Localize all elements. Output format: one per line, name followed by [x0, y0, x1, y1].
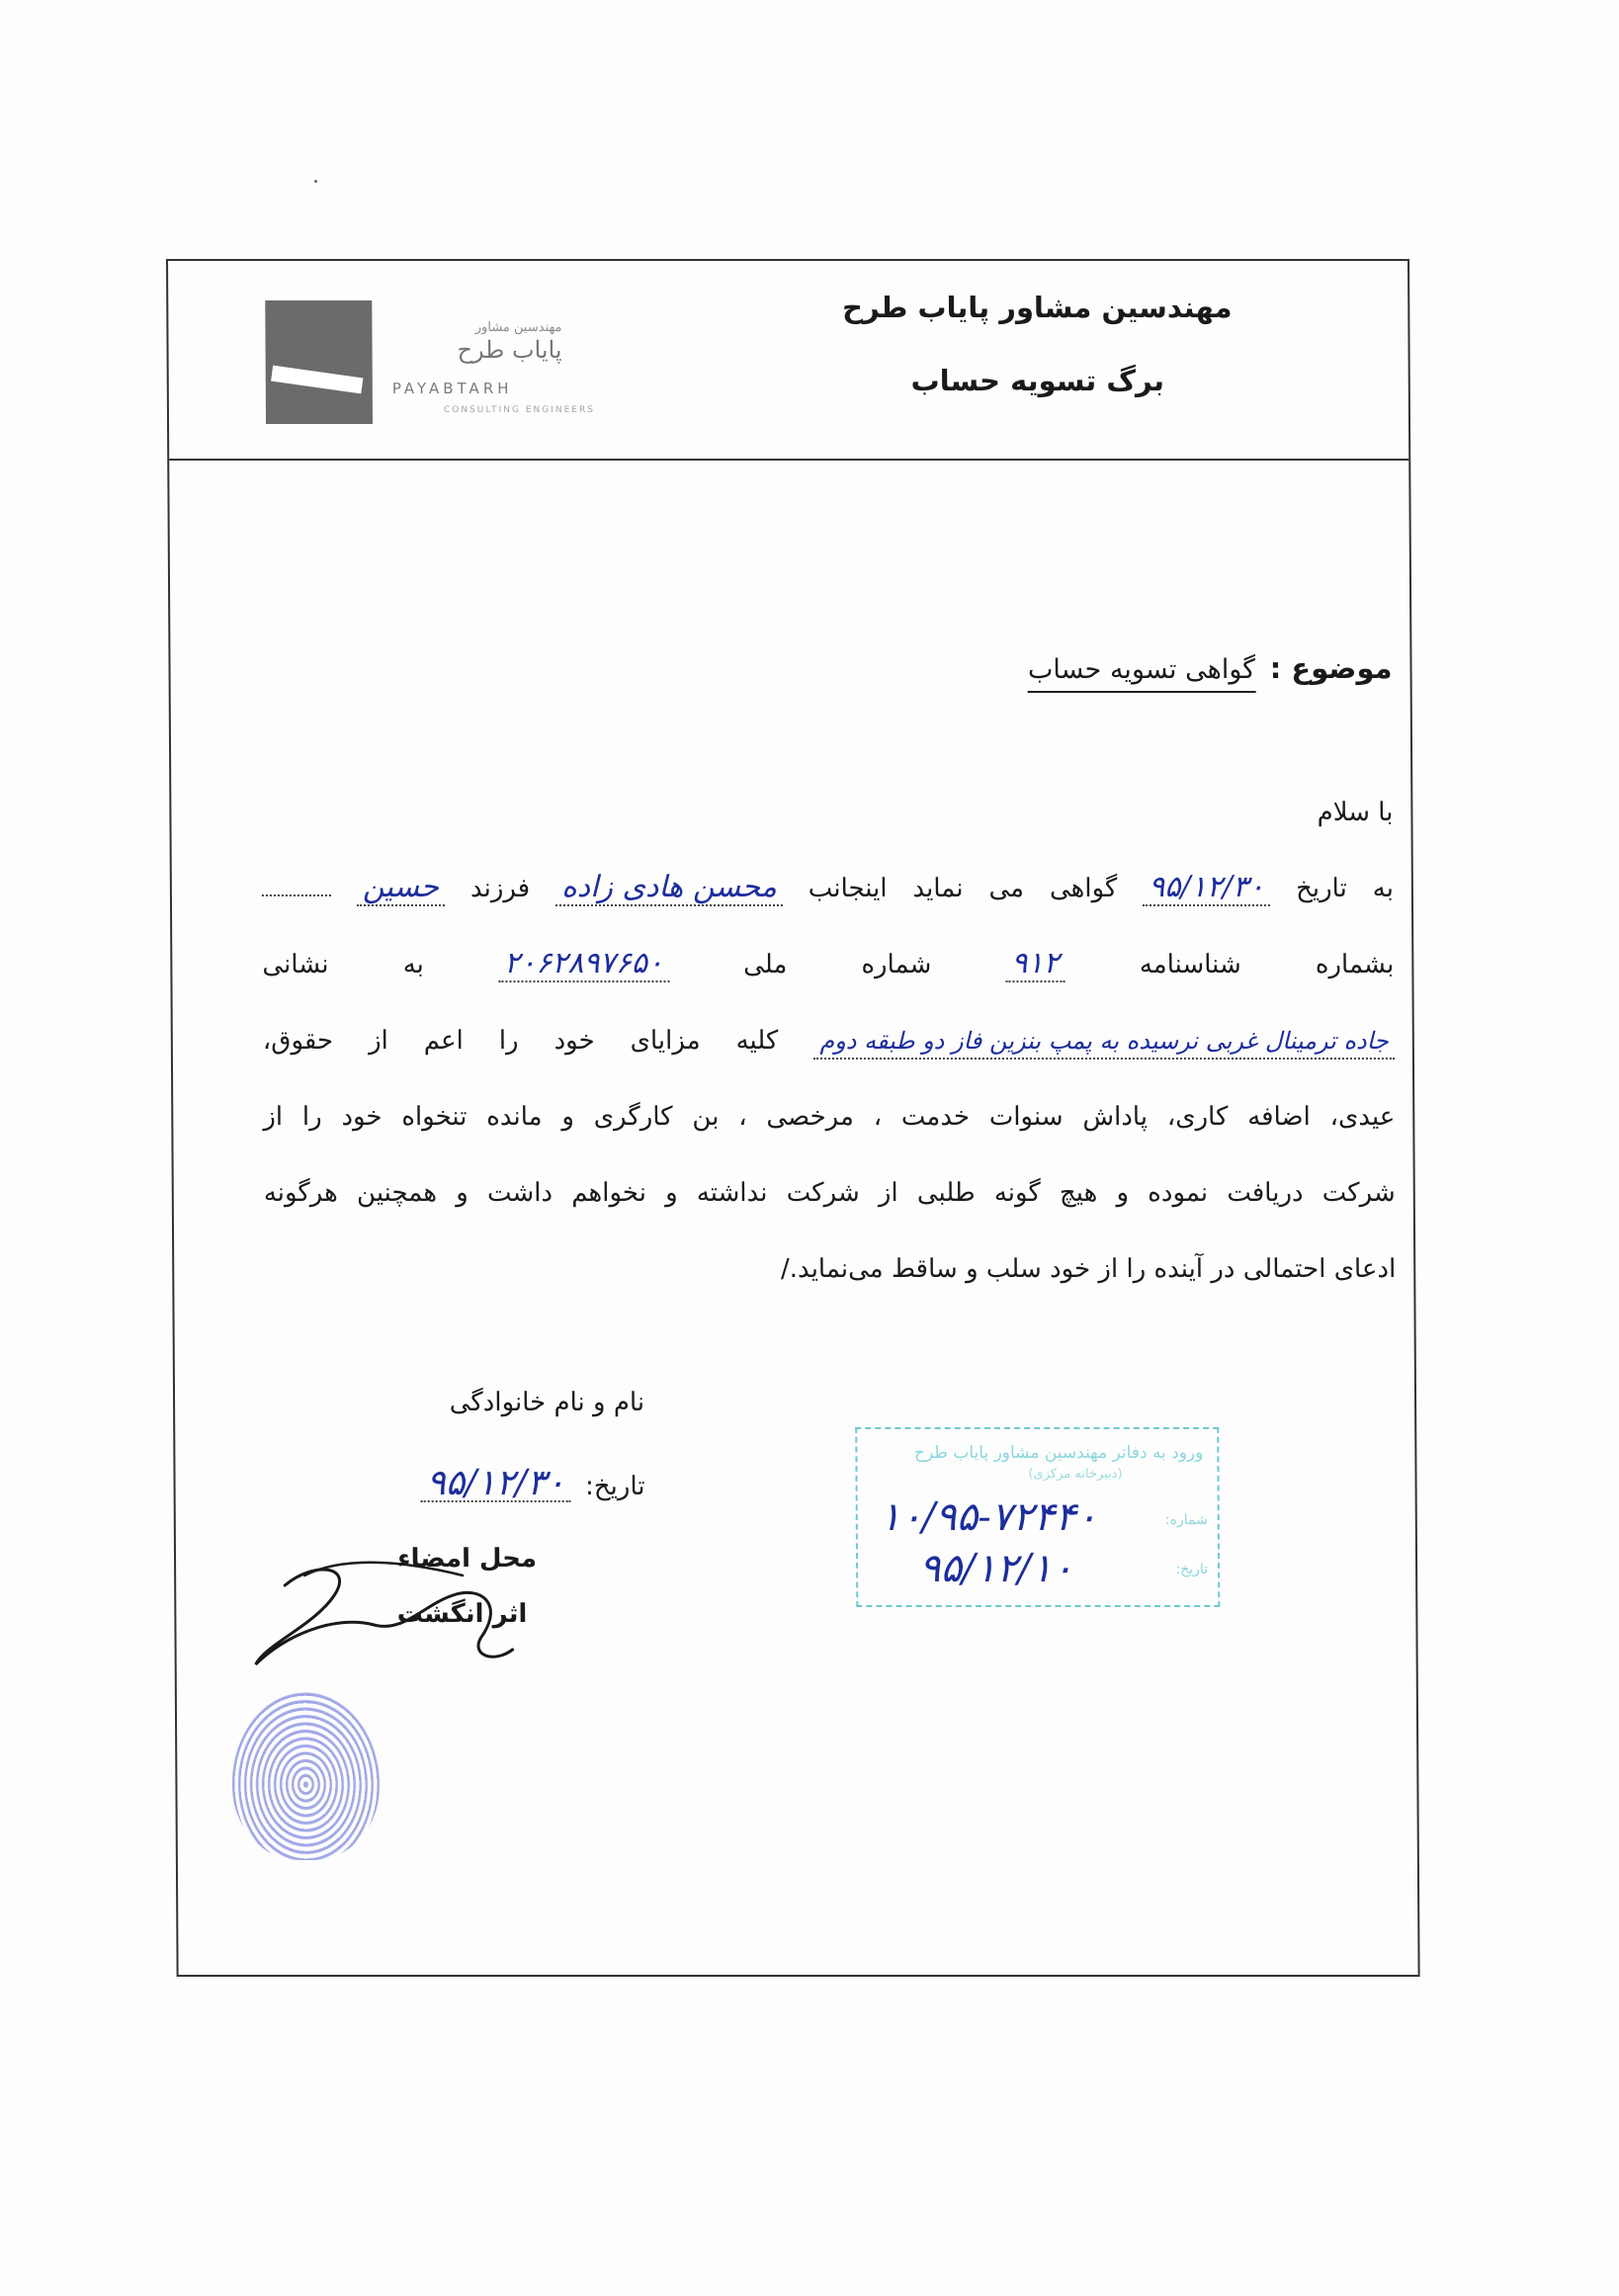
body-line-4: عیدی، اضافه کاری، پاداش سنوات خدمت ، مرخصی ، بن کارگری و مانده تنخواه خود را از	[263, 1102, 1396, 1132]
subject-label: موضوع :	[1269, 651, 1393, 685]
logo-en-sub: CONSULTING ENGINEERS	[443, 405, 595, 415]
date-prefix: به تاریخ	[1295, 874, 1394, 903]
form-title: برگ تسویه حساب	[910, 364, 1165, 397]
scan-speck	[314, 180, 317, 183]
logo-fa-small: مهندسین مشاور	[474, 320, 562, 335]
national-id-label: شماره ملی	[743, 950, 932, 979]
company-logo	[265, 300, 622, 429]
body-line-6: ادعای احتمالی در آینده را از خود سلب و ساقط می‌نماید./	[780, 1254, 1397, 1284]
form-frame	[166, 259, 1420, 1977]
logo-fa-name: پایاب طرح	[457, 336, 562, 364]
address-field: جاده ترمینال غربی نرسیده به پمپ بنزین فاز دو طبقه دوم	[813, 1024, 1395, 1060]
dotted-blank	[262, 877, 331, 896]
benefits-text: کلیه مزایای خود را اعم از حقوق،	[262, 1026, 779, 1056]
sign-date-label: تاریخ:	[584, 1472, 645, 1501]
stamp-line-2: (دبیرخانه مرکزی)	[1028, 1467, 1123, 1482]
national-id-field: ۲۰۶۲۸۹۷۶۵۰	[498, 947, 669, 982]
address-label: به نشانی	[262, 950, 424, 979]
stamp-date-value: ۹۵/۱۲/۱۰	[918, 1546, 1074, 1591]
subject-line	[1028, 651, 1393, 685]
father-name-field: حسین	[357, 871, 445, 906]
greeting: با سلام	[1317, 798, 1394, 827]
name-label: نام و نام خانوادگی	[449, 1388, 645, 1417]
stamp-number-value: ۱۰/۹۵-۷۲۴۴۰	[879, 1494, 1098, 1540]
id-label: بشماره شناسنامه	[1139, 950, 1395, 979]
child-of-label: فرزند	[469, 874, 531, 903]
id-number-field: ۹۱۲	[1005, 947, 1065, 982]
handwritten-signature	[245, 1556, 543, 1684]
sign-date-field: ۹۵/۱۲/۳۰	[420, 1467, 571, 1502]
registry-stamp	[855, 1427, 1220, 1607]
body-line-2	[262, 927, 1394, 1003]
certify-text: گواهی می نماید اینجانب	[808, 874, 1118, 903]
company-name: مهندسین مشاور پایاب طرح	[841, 291, 1233, 324]
stamp-number-label: شماره:	[1164, 1512, 1208, 1528]
signature-place-label: محل امضاء	[397, 1544, 538, 1573]
body-line-5: شرکت دریافت نموده و هیچ گونه طلبی از شرکت نداشته و نخواهم داشت و همچنین هرگونه	[263, 1178, 1396, 1208]
logo-en-name: PAYABTARH	[391, 380, 513, 397]
fingerprint-label: اثر انگشت	[396, 1599, 528, 1629]
subject-value: گواهی تسویه حساب	[1028, 654, 1255, 693]
employee-name-field: محسن هادی زاده	[555, 871, 783, 906]
logo-mark-icon	[265, 300, 373, 424]
letter-body	[261, 775, 1396, 1308]
stamp-date-label: تاریخ:	[1175, 1562, 1209, 1577]
stamp-line-1: ورود به دفاتر مهندسین مشاور پایاب طرح	[913, 1443, 1204, 1463]
letter-date-field: ۹۵/۱۲/۳۰	[1143, 871, 1270, 906]
header-box	[168, 261, 1408, 461]
body-line-3	[263, 1003, 1395, 1079]
body-line-1	[262, 851, 1394, 927]
fingerprint-icon	[231, 1692, 381, 1860]
sign-date	[420, 1463, 645, 1503]
header-text	[829, 291, 1245, 397]
